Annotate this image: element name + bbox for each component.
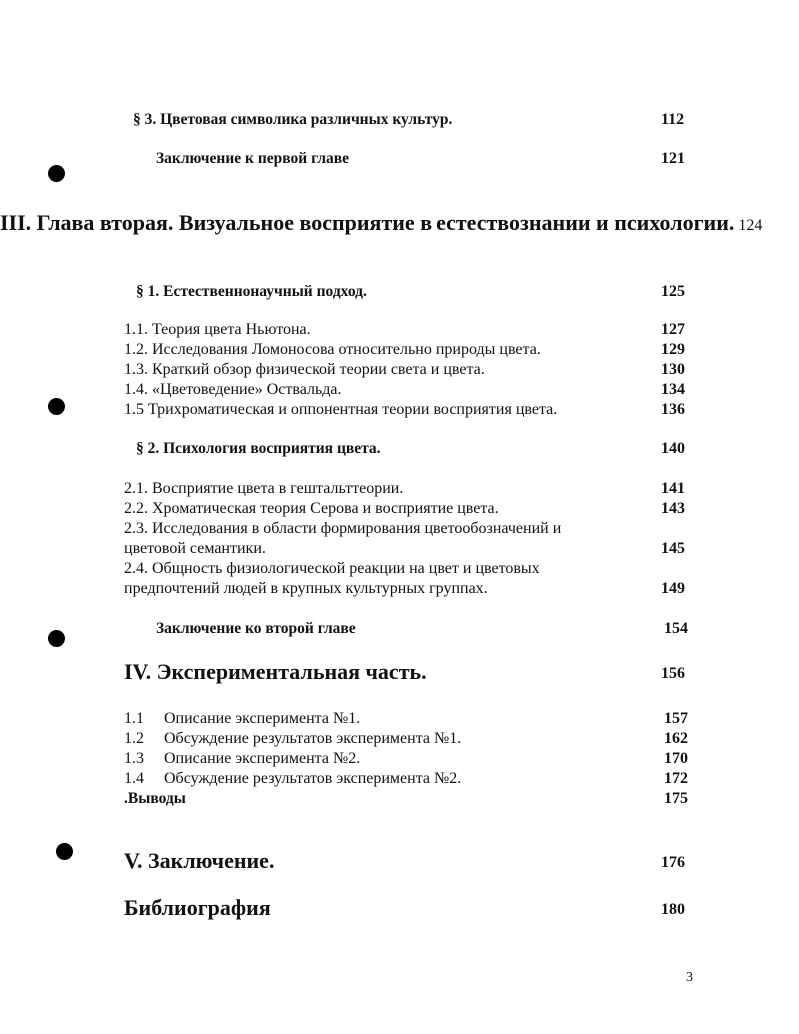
toc-page-number: 112 bbox=[661, 111, 685, 128]
toc-page-number: 154 bbox=[664, 620, 688, 637]
toc-entry-number: 1.2 bbox=[124, 730, 144, 747]
toc-page-number: 175 bbox=[664, 790, 688, 807]
toc-entry-1-4 bbox=[0, 381, 799, 403]
toc-entry-title: Заключение к первой главе bbox=[156, 150, 350, 167]
toc-entry-title-line1: 2.3. Исследования в области формирования цветообозначений и bbox=[124, 520, 562, 537]
toc-entry-1-2 bbox=[0, 341, 799, 363]
toc-entry-title: 1.3. Краткий обзор физической теории света и цвета. bbox=[124, 361, 485, 378]
toc-entry-number: 1.1 bbox=[124, 710, 144, 727]
toc-entry-exp-1-2 bbox=[0, 730, 799, 752]
toc-entry-title: Заключение ко второй главе bbox=[156, 620, 356, 637]
toc-page-number: 145 bbox=[661, 540, 685, 557]
toc-page-number: 141 bbox=[661, 480, 685, 497]
toc-page-number: 136 bbox=[661, 401, 685, 418]
toc-entry-exp-1-4 bbox=[0, 770, 799, 792]
toc-entry-title-line2: предпочтений людей в крупных культурных группах. bbox=[124, 580, 488, 597]
toc-page-number: 149 bbox=[661, 580, 685, 597]
toc-entry-title: 1.1. Теория цвета Ньютона. bbox=[124, 321, 311, 338]
toc-entry-title: Описание эксперимента №2. bbox=[164, 750, 361, 767]
toc-entry-number: 1.3 bbox=[124, 750, 144, 767]
toc-page-number: 156 bbox=[661, 665, 685, 682]
toc-page-number: 176 bbox=[661, 854, 685, 871]
toc-entry-title-line1: 2.4. Общность физиологической реакции на цвет и цветовых bbox=[124, 560, 540, 577]
toc-entry-conclusion-2 bbox=[0, 620, 799, 642]
toc-entry-title: 1.2. Исследования Ломоносова относительно природы цвета. bbox=[124, 341, 541, 358]
toc-entry-2-1 bbox=[0, 480, 799, 502]
toc-page-number: 172 bbox=[664, 770, 688, 787]
toc-page-number: 134 bbox=[661, 381, 685, 398]
toc-entry-title: 1.4. «Цветоведение» Оствальда. bbox=[124, 381, 342, 398]
toc-chapter-title-line1: III. Глава вторая. Визуальное восприятие в bbox=[0, 210, 433, 235]
toc-entry-exp-1-1 bbox=[0, 710, 799, 732]
toc-entry-title: .Выводы bbox=[124, 790, 186, 807]
toc-entry-title: § 1. Естественнонаучный подход. bbox=[136, 283, 367, 300]
toc-entry-title: 2.2. Хроматическая теория Серова и восприятие цвета. bbox=[124, 500, 499, 517]
toc-entry-title: Обсуждение результатов эксперимента №1. bbox=[164, 730, 462, 747]
toc-page-number: 170 bbox=[664, 750, 688, 767]
toc-entry-1-5 bbox=[0, 401, 799, 423]
toc-page-number: 157 bbox=[664, 710, 688, 727]
toc-entry-s3 bbox=[0, 111, 799, 133]
toc-entry-title: § 3. Цветовая символика различных культур. bbox=[133, 111, 453, 128]
toc-entry-s1 bbox=[0, 283, 799, 305]
toc-entry-title: Обсуждение результатов эксперимента №2. bbox=[164, 770, 462, 787]
toc-entry-title: 2.1. Восприятие цвета в гештальттеории. bbox=[124, 480, 404, 497]
toc-page-number: 121 bbox=[661, 150, 685, 167]
toc-chapter-title: IV. Экспериментальная часть. bbox=[124, 659, 427, 684]
toc-entry-2-3 bbox=[0, 520, 799, 562]
toc-entry-1-1 bbox=[0, 321, 799, 343]
toc-entry-title-line2: цветовой семантики. bbox=[124, 540, 266, 557]
toc-entry-exp-1-3 bbox=[0, 750, 799, 772]
toc-page-number: 130 bbox=[661, 361, 685, 378]
toc-chapter-4 bbox=[0, 659, 799, 689]
toc-entry-number: 1.4 bbox=[124, 770, 144, 787]
toc-chapter-title: Библиография bbox=[124, 895, 271, 920]
toc-page-number: 162 bbox=[664, 730, 688, 747]
toc-entry-2-2 bbox=[0, 500, 799, 522]
toc-page-number: 140 bbox=[661, 440, 685, 457]
toc-entry-conclusion-1 bbox=[0, 150, 799, 172]
page-number: 3 bbox=[686, 970, 693, 985]
toc-entry-title: Описание эксперимента №1. bbox=[164, 710, 361, 727]
toc-chapter-title-line2: естествознании и психологии. bbox=[436, 210, 735, 235]
toc-entry-conclusions bbox=[0, 790, 799, 812]
toc-page-number: 124 bbox=[738, 217, 763, 234]
toc-entry-s2 bbox=[0, 440, 799, 462]
toc-chapter-3 bbox=[0, 210, 799, 266]
toc-page-number: 129 bbox=[661, 341, 685, 358]
toc-page-number: 125 bbox=[661, 283, 685, 300]
toc-page-number: 180 bbox=[661, 901, 685, 918]
toc-chapter-title: V. Заключение. bbox=[124, 848, 275, 873]
toc-page-number: 127 bbox=[661, 321, 685, 338]
toc-bibliography bbox=[0, 895, 799, 925]
toc-chapter-5 bbox=[0, 848, 799, 878]
toc-entry-title: § 2. Психология восприятия цвета. bbox=[136, 440, 381, 457]
toc-page-number: 143 bbox=[661, 500, 685, 517]
toc-entry-1-3 bbox=[0, 361, 799, 383]
toc-entry-title: 1.5 Трихроматическая и оппонентная теории восприятия цвета. bbox=[124, 401, 558, 418]
toc-entry-2-4 bbox=[0, 560, 799, 602]
